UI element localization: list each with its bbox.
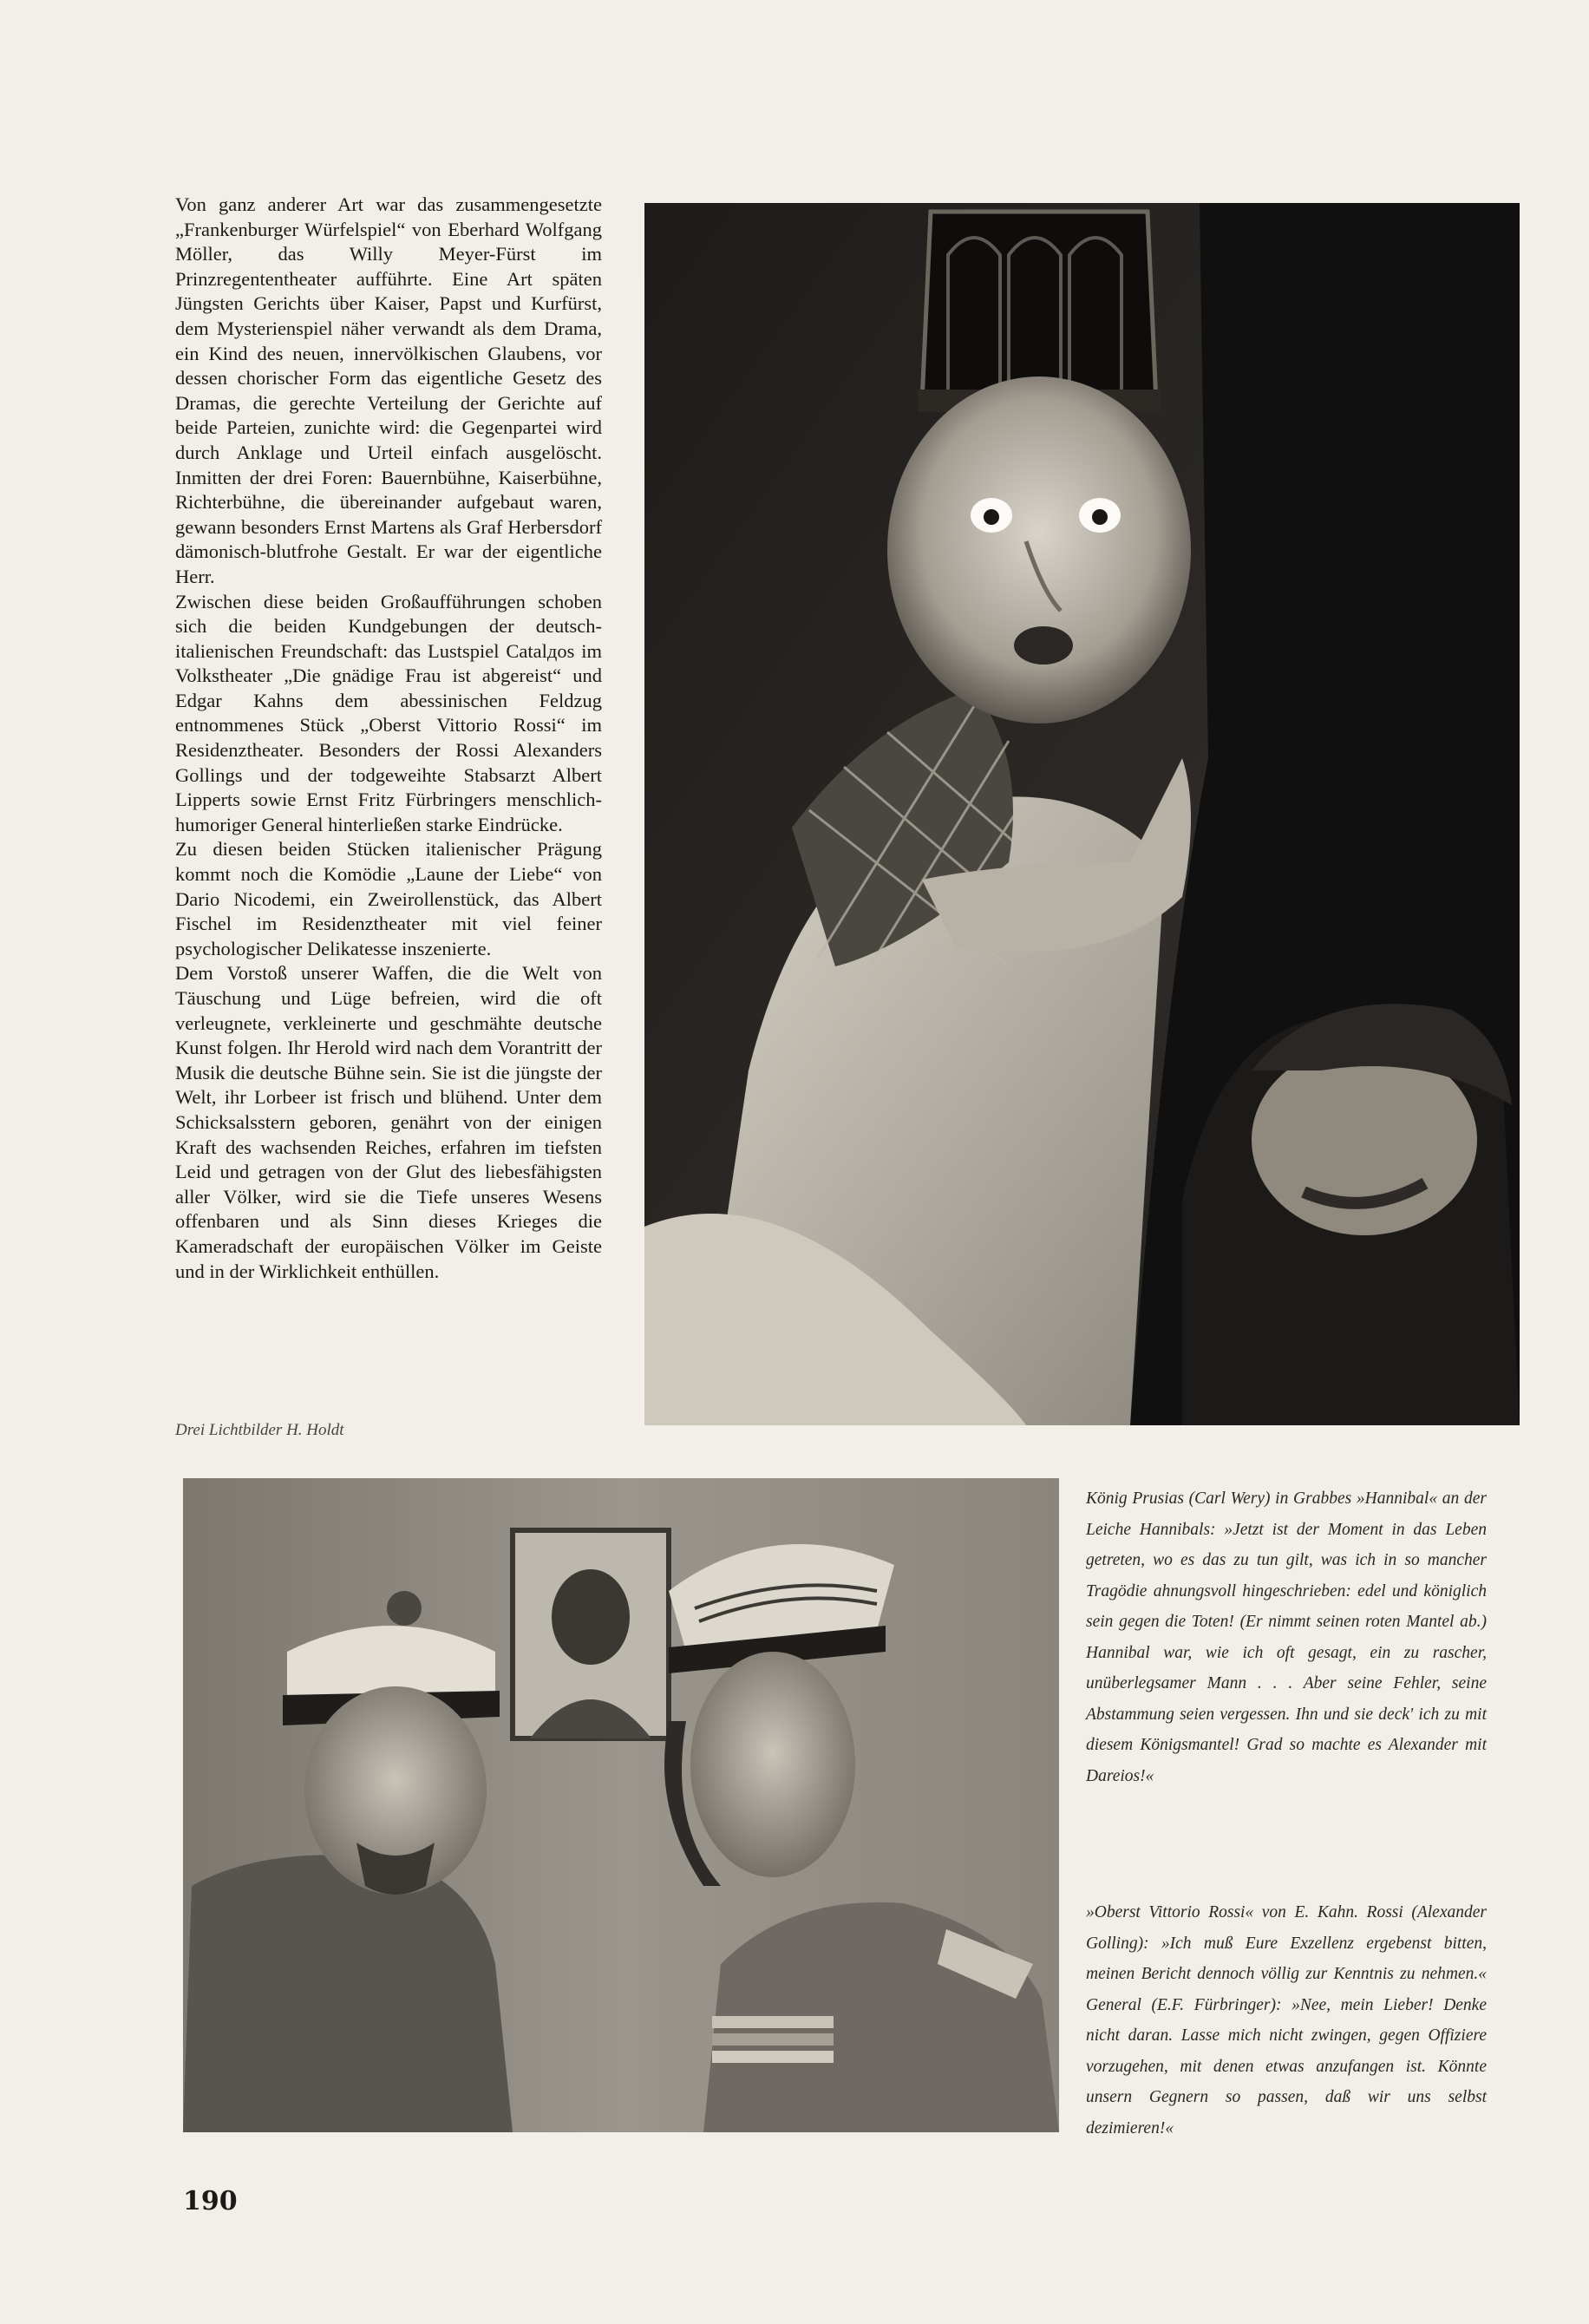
photo-caption-hannibal: König Prusias (Carl Wery) in Grabbes »Hannibal« an der Leiche Hannibals: »Jetzt ist der Moment in das Leben getreten, wo es das zu tun gilt, was ich in so mancher Tragödie ahnungsvoll hingeschrieben: edel und königlich sein gegen die Toten! (Er nimmt seinen roten Mantel ab.) Hannibal war, wie ich oft gesagt, ein zu rascher, unüberlegsamer Mann . . . Aber seine Fehler, seine Abstammung seien vergessen. Ihn und sie deck' ich zu mit diesem Königsmantel! Grad so machte es Alexander mit Dareios!« — [1086, 1489, 1487, 1785]
photo-oberst-rossi-image — [183, 1478, 1059, 2132]
photo-credit: Drei Lichtbilder H. Holdt — [175, 1421, 344, 1439]
article-paragraph: Dem Vorstoß unserer Waffen, die die Welt von Täuschung und Lüge befreien, wird die oft verleugnete, verkleinerte und geschmähte deutsche Kunst folgen. Ihr Herold wird nach dem Vorantritt der Musik die deutsche Bühne sein. Sie ist die jüngste der Welt, ihr Lorbeer ist frisch und blühend. Unter dem Schicksalsstern geboren, genährt von der einigen Kraft des wachsenden Reiches, erfahren im tiefsten Leid und getragen von der Glut des liebesfähigsten aller Völker, wird sie die Tiefe unseres Wesens offenbaren und als Sinn dieses Krieges die Kameradschaft der europäischen Völker im Geiste und in der Wirklichkeit enthüllen. — [175, 962, 602, 1282]
article-text-column — [175, 193, 602, 1284]
photo-oberst-rossi — [183, 1478, 1059, 2132]
article-paragraph: Zu diesen beiden Stücken italienischer Prägung kommt noch die Komödie „Laune der Liebe“ von Dario Nicodemi, ein Zweirollenstück, das Albert Fischel im Residenztheater mit viel feiner psychologischer Delikatesse inszenierte. — [175, 838, 602, 959]
article-paragraph: Von ganz anderer Art war das zusammengesetzte „Frankenburger Würfelspiel“ von Eberhard Wolfgang Möller, das Willy Meyer-Fürst im Prinzregententheater aufführte. Eine Art späten Jüngsten Gerichts über Kaiser, Papst und Kurfürst, dem Mysterienspiel näher verwandt als dem Drama, ein Kind des neuen, innervölkischen Glaubens, vor dessen chorischer Form das eigentliche Gesetz des Dramas, die gerechte Verteilung der Gerichte auf beide Parteien, zunichte wird: die Gegenpartei wird durch Anklage und Urteil einfach ausgelöscht. Inmitten der drei Foren: Bauernbühne, Kaiserbühne, Richterbühne, die übereinander aufgebaut waren, gewann besonders Ernst Martens als Graf Herbersdorf dämonisch-blutfrohe Gestalt. Er war der eigentliche Herr. — [175, 193, 602, 587]
page-number: 190 — [183, 2186, 238, 2216]
photo-caption-rossi: »Oberst Vittorio Rossi« von E. Kahn. Rossi (Alexander Golling): »Ich muß Eure Exzellenz ergebenst bitten, meinen Bericht dennoch völlig zur Kenntnis zu nehmen.« General (E.F. Fürbringer): »Nee, mein Lieber! Denke nicht daran. Lasse mich nicht zwingen, gegen Offiziere vorzugehen, mit denen etwas anzufangen ist. Könnte unsern Gegnern so passen, daß wir uns selbst dezimieren!« — [1086, 1903, 1487, 2137]
article-paragraph: Zwischen diese beiden Großaufführungen schoben sich die beiden Kundgebungen der deutsch-italienischen Freundschaft: das Lustspiel Catalдos im Volkstheater „Die gnädige Frau ist abgereist“ und Edgar Kahns dem abessinischen Feldzug entnommenes Stück „Oberst Vittorio Rossi“ im Residenztheater. Besonders der Rossi Alexanders Gollings und der todgeweihte Stabsarzt Albert Lipperts sowie Ernst Fritz Fürbringers menschlich-humoriger General hinterließen starke Eindrücke. — [175, 590, 602, 835]
photo-king-prusias-image — [644, 203, 1520, 1425]
photo-king-prusias — [644, 203, 1520, 1425]
